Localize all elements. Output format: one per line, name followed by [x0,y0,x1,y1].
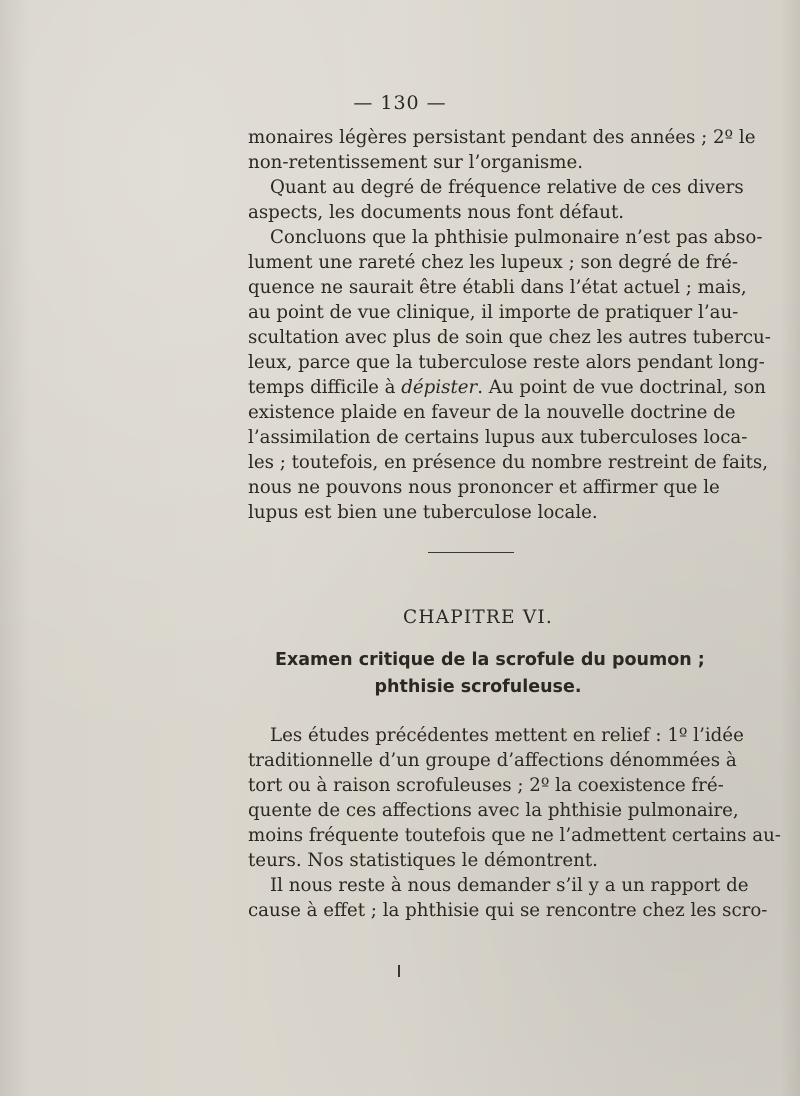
paragraph-block-top [248,125,771,525]
text-fragment: temps difficile à [248,377,402,398]
text-line: quente de ces affections avec la phthisie pulmonaire, [248,800,739,821]
text-line: existence plaide en faveur de la nouvelle doctrine de [248,402,736,423]
text-line: aspects, les documents nous font défaut. [248,202,625,223]
text-line: moins fréquente toutefois que ne l’admettent certains au- [248,825,781,846]
text-line: scultation avec plus de soin que chez les autres tubercu- [248,327,771,348]
text-line: Quant au degré de fréquence relative de ces divers [270,177,744,198]
section-title-line: Examen critique de la scrofule du poumon ; [275,650,705,670]
ink-mark [398,965,400,977]
text-line: lupus est bien une tuberculose locale. [248,502,598,523]
text-line: Concluons que la phthisie pulmonaire n’est pas abso- [270,227,763,248]
text-line [248,375,766,400]
text-line: non-retentissement sur l’organisme. [248,152,584,173]
section-title [248,647,708,701]
text-line: lument une rareté chez les lupeux ; son degré de fré- [248,252,739,273]
text-line: les ; toutefois, en présence du nombre restreint de faits, [248,452,769,473]
text-line: quence ne saurait être établi dans l’état actuel ; mais, [248,277,747,298]
italic-word: dépister [401,377,478,398]
text-fragment: . Au point de vue doctrinal, son [477,377,766,398]
section-title-line: phthisie scrofuleuse. [374,677,582,697]
page-number: — 130 — [353,92,447,114]
section-divider [428,552,514,553]
text-line: nous ne pouvons nous prononcer et affirmer que le [248,477,720,498]
text-line: cause à effet ; la phthisie qui se rencontre chez les scro- [248,900,768,921]
text-line: monaires légères persistant pendant des années ; 2º le [248,127,756,148]
text-line: traditionnelle d’un groupe d’affections dénommées à [248,750,737,771]
text-line: l’assimilation de certains lupus aux tuberculoses loca- [248,427,748,448]
text-line: teurs. Nos statistiques le démontrent. [248,850,598,871]
text-line: Il nous reste à nous demander s’il y a un rapport de [270,875,749,896]
text-line: Les études précédentes mettent en relief : 1º l’idée [270,725,744,746]
chapter-title: CHAPITRE VI. [402,607,553,628]
text-line: tort ou à raison scrofuleuses ; 2º la coexistence fré- [248,775,724,796]
text-line: au point de vue clinique, il importe de pratiquer l’au- [248,302,739,323]
paragraph-block-bottom [248,723,781,923]
text-line: leux, parce que la tuberculose reste alors pendant long- [248,352,765,373]
